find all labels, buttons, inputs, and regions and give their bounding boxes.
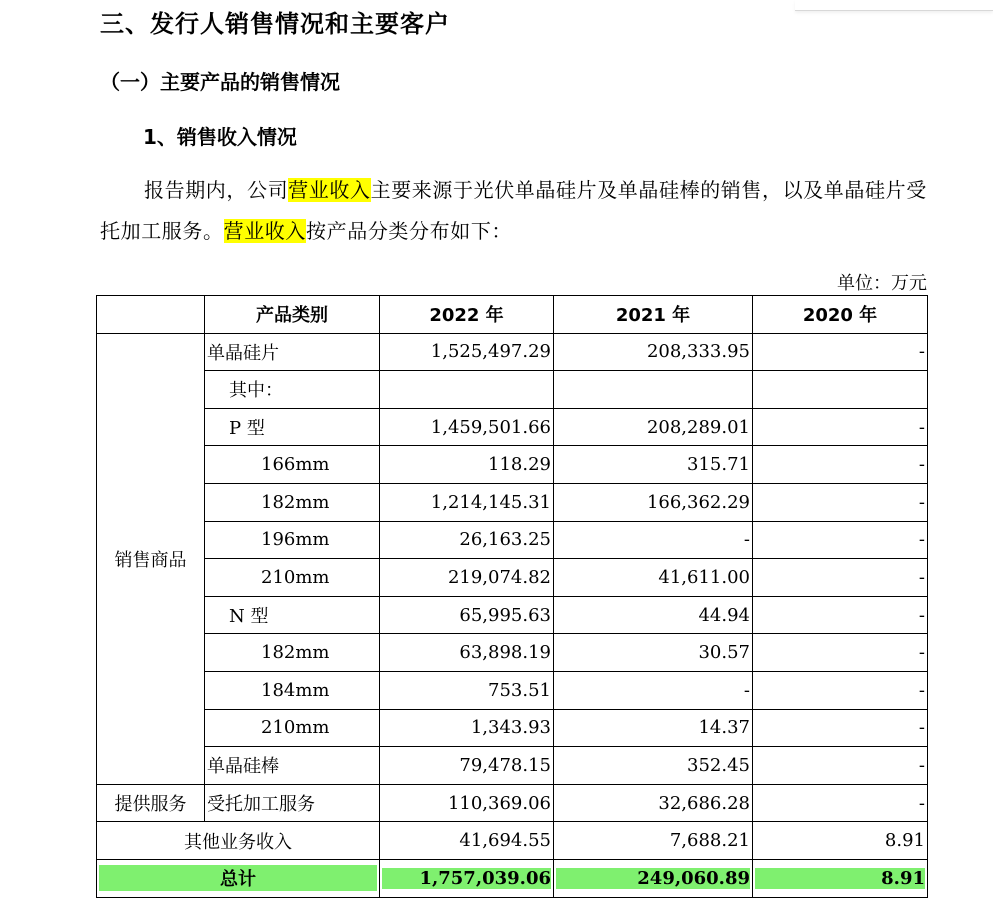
cell-2022: 1,214,145.31 xyxy=(380,483,554,521)
table-row xyxy=(97,446,928,484)
total-2021-text: 249,060.89 xyxy=(556,868,750,889)
cell-2022: 219,074.82 xyxy=(380,559,554,597)
cell-2021: 30.57 xyxy=(554,634,753,672)
total-2020-text: 8.91 xyxy=(755,868,925,889)
group-services: 提供服务 xyxy=(97,784,205,822)
cell-2020: - xyxy=(753,709,928,747)
cell-2021: 14.37 xyxy=(554,709,753,747)
section-heading: 三、发行人销售情况和主要客户 xyxy=(100,10,450,38)
cell-2022: 118.29 xyxy=(380,446,554,484)
row-label: P 型 xyxy=(205,408,380,446)
table-row xyxy=(97,559,928,597)
cell-2020: - xyxy=(753,483,928,521)
row-label: N 型 xyxy=(205,596,380,634)
cell-2020: - xyxy=(753,747,928,785)
total-label xyxy=(97,859,380,897)
table-row xyxy=(97,521,928,559)
cell-2021 xyxy=(554,371,753,409)
total-2022 xyxy=(380,859,554,897)
header-category: 产品类别 xyxy=(205,296,380,334)
subsection-heading: （一）主要产品的销售情况 xyxy=(100,70,340,94)
row-label: 单晶硅片 xyxy=(205,333,380,371)
cell-2020: - xyxy=(753,559,928,597)
cell-2022: 79,478.15 xyxy=(380,747,554,785)
row-label: 受托加工服务 xyxy=(205,784,380,822)
table-row-total xyxy=(97,859,928,897)
cell-2022: 41,694.55 xyxy=(380,822,554,860)
header-empty xyxy=(97,296,205,334)
sub-subsection-heading: 1、销售收入情况 xyxy=(143,125,297,149)
cell-2022: 26,163.25 xyxy=(380,521,554,559)
table-row xyxy=(97,709,928,747)
cell-2022: 753.51 xyxy=(380,671,554,709)
table-row xyxy=(97,671,928,709)
group-sales-goods: 销售商品 xyxy=(97,333,205,784)
row-label: 166mm xyxy=(205,446,380,484)
total-2021 xyxy=(554,859,753,897)
search-highlight: 营业收入 xyxy=(223,219,307,243)
cell-2020: - xyxy=(753,408,928,446)
cell-2020: - xyxy=(753,446,928,484)
intro-paragraph xyxy=(100,170,940,252)
cell-2020: - xyxy=(753,634,928,672)
table-row xyxy=(97,371,928,409)
header-2020: 2020 年 xyxy=(753,296,928,334)
cell-2022: 65,995.63 xyxy=(380,596,554,634)
cell-2020: - xyxy=(753,784,928,822)
row-label: 单晶硅棒 xyxy=(205,747,380,785)
cell-2020: 8.91 xyxy=(753,822,928,860)
row-label: 182mm xyxy=(205,634,380,672)
table-row xyxy=(97,483,928,521)
table-row xyxy=(97,596,928,634)
table-row xyxy=(97,784,928,822)
table-header-row xyxy=(97,296,928,334)
row-label: 182mm xyxy=(205,483,380,521)
total-label-text: 总计 xyxy=(99,865,377,891)
row-label: 210mm xyxy=(205,709,380,747)
header-2022: 2022 年 xyxy=(380,296,554,334)
cell-2021: - xyxy=(554,671,753,709)
cell-2021: 44.94 xyxy=(554,596,753,634)
cell-2022: 63,898.19 xyxy=(380,634,554,672)
cell-2021: 208,289.01 xyxy=(554,408,753,446)
cell-2021: - xyxy=(554,521,753,559)
cell-2021: 41,611.00 xyxy=(554,559,753,597)
row-label: 210mm xyxy=(205,559,380,597)
cell-2022: 110,369.06 xyxy=(380,784,554,822)
unit-label: 单位：万元 xyxy=(837,273,927,294)
cell-2022: 1,525,497.29 xyxy=(380,333,554,371)
table-row-other xyxy=(97,822,928,860)
cell-2021: 32,686.28 xyxy=(554,784,753,822)
table-row xyxy=(97,747,928,785)
cell-2021: 7,688.21 xyxy=(554,822,753,860)
search-highlight: 营业收入 xyxy=(288,178,371,202)
cell-2020: - xyxy=(753,596,928,634)
row-label: 其他业务收入 xyxy=(97,822,380,860)
row-label: 196mm xyxy=(205,521,380,559)
total-2022-text: 1,757,039.06 xyxy=(382,868,551,889)
cell-2022: 1,343.93 xyxy=(380,709,554,747)
cell-2022: 1,459,501.66 xyxy=(380,408,554,446)
header-2021: 2021 年 xyxy=(554,296,753,334)
row-label: 184mm xyxy=(205,671,380,709)
cell-2020: - xyxy=(753,521,928,559)
table-row xyxy=(97,634,928,672)
cell-2020: - xyxy=(753,333,928,371)
para-text-2: 主要来源于光伏单晶硅片及单晶硅棒的销售，以及单晶硅片受托加工服务。 xyxy=(100,178,927,243)
para-text-1: 报告期内，公司 xyxy=(144,178,289,202)
cell-2021: 352.45 xyxy=(554,747,753,785)
page-edge-shadow xyxy=(795,0,993,11)
total-2020 xyxy=(753,859,928,897)
sales-revenue-table xyxy=(96,295,928,898)
row-label: 其中： xyxy=(205,371,380,409)
cell-2021: 315.71 xyxy=(554,446,753,484)
cell-2020: - xyxy=(753,671,928,709)
table-row xyxy=(97,408,928,446)
cell-2021: 208,333.95 xyxy=(554,333,753,371)
table-row xyxy=(97,333,928,371)
para-text-3: 按产品分类分布如下： xyxy=(306,219,513,243)
cell-2021: 166,362.29 xyxy=(554,483,753,521)
cell-2020 xyxy=(753,371,928,409)
cell-2022 xyxy=(380,371,554,409)
